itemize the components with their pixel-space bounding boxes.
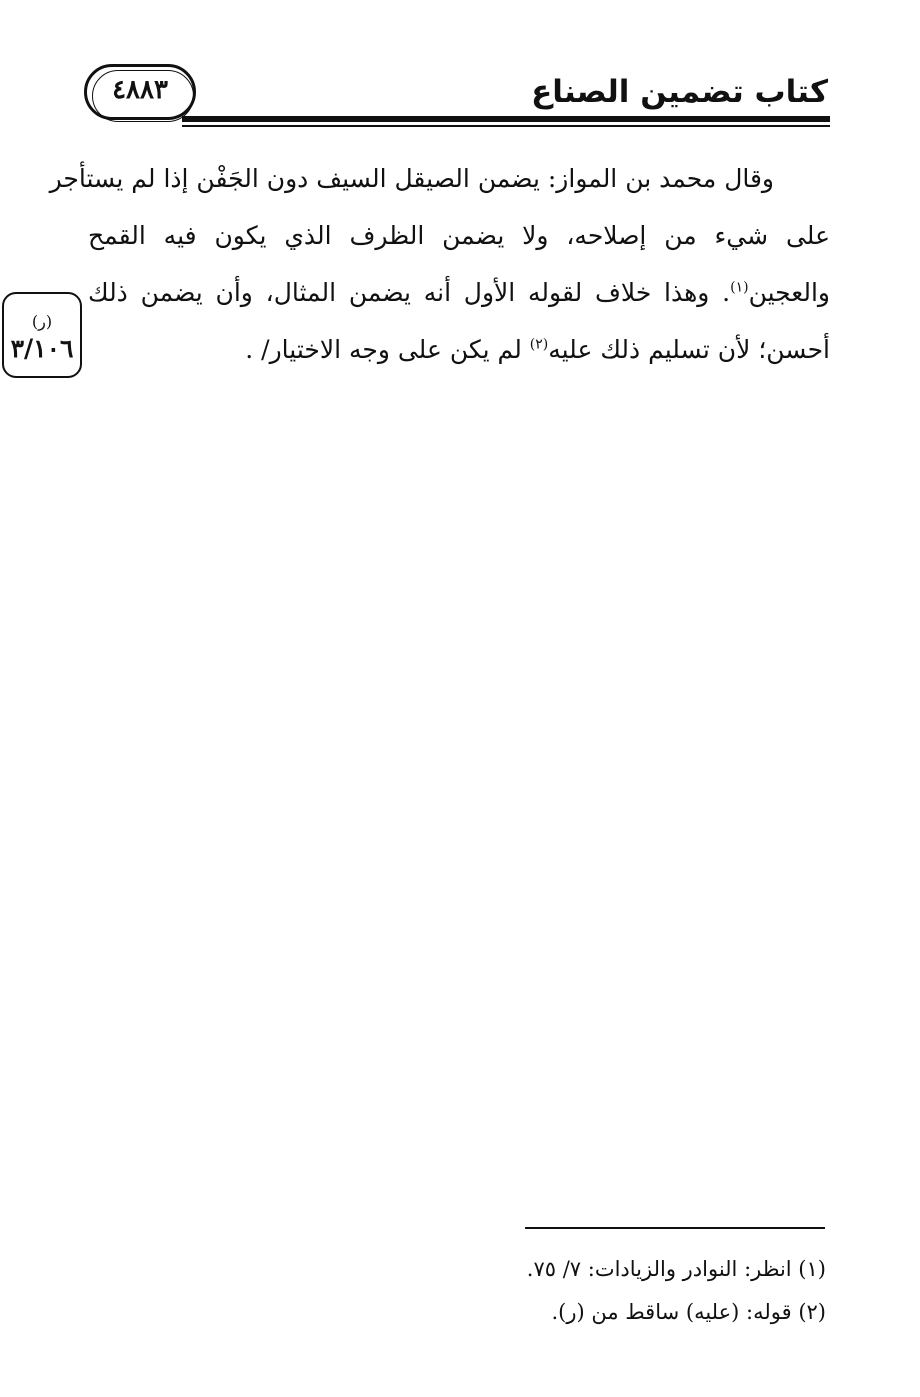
body-text-segment: والعجين [748,278,830,307]
manuscript-folio-marker [2,292,82,378]
running-header-title: كتاب تضمين الصناع [531,74,828,110]
footnotes [326,1248,826,1334]
body-line-3 [88,264,830,321]
body-line-2: على شيء من إصلاحه، ولا يضمن الظرف الذي يكون فيه القمح [88,221,830,250]
page-number: ٤٨٨٣ [112,75,168,105]
header-rule-thin [182,125,830,127]
footnote-2: (٢) قوله: (عليه) ساقط من (ر). [551,1300,826,1324]
footnote-rule [525,1227,825,1229]
header-rule [182,116,830,122]
manuscript-letter: (ر) [31,312,53,331]
body-line-4 [88,321,830,378]
body-text-segment: لم يكن على وجه الاختيار/ . [245,335,530,364]
body-text [49,150,830,378]
body-text-segment: . وهذا خلاف لقوله الأول أنه يضمن المثال، وأن يضمن ذلك [88,278,731,307]
manuscript-folio: ٣/١٠٦ [10,334,74,363]
body-line-1: وقال محمد بن المواز: يضمن الصيقل السيف دون الجَفْن إذا لم يستأجر [49,164,774,193]
footnote-marker-2: (٢) [529,336,549,353]
body-text-segment: أحسن؛ لأن تسليم ذلك عليه [548,335,830,364]
footnote-marker-1: (١) [730,279,749,296]
footnote-1: (١) انظر: النوادر والزيادات: ٧/ ٧٥. [526,1257,826,1281]
